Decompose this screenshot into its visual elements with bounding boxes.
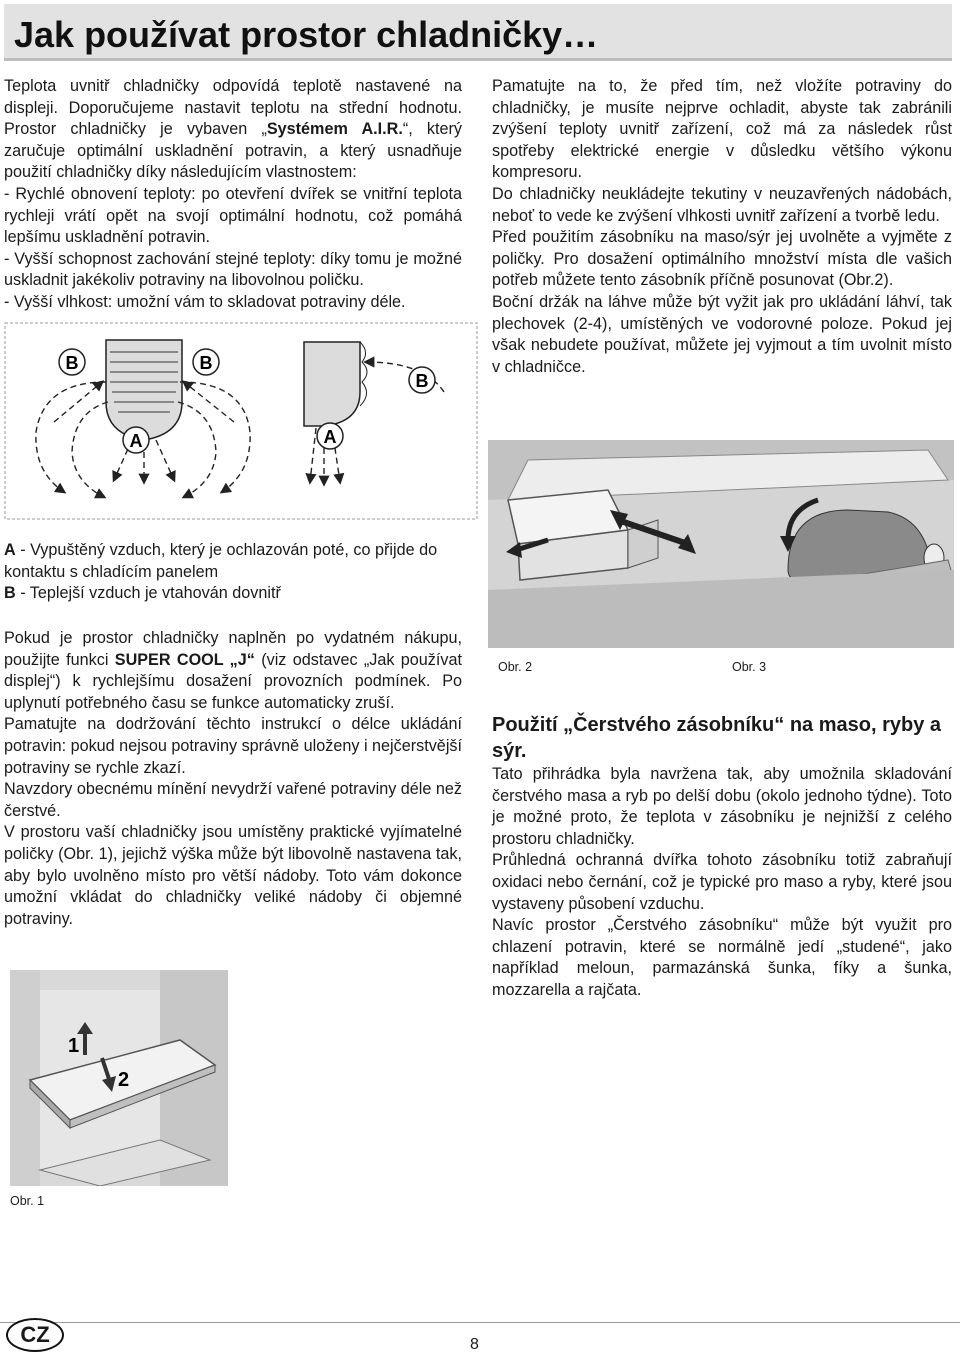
label-b-right bbox=[409, 367, 435, 393]
svg-text:A: A bbox=[129, 431, 143, 451]
cooling-paragraph: Pamatujte na to, že před tím, než vložíte potraviny do chladničky, je musíte nejprve ochladit, abyste tak zabránili zvýšení teploty uvnitř zařízení, což má za následek růst spotřeby elektrické energie v důsledku většího výkonu kompresoru. bbox=[492, 77, 952, 182]
airflow-legend bbox=[4, 540, 462, 605]
left-instructions bbox=[4, 628, 462, 930]
shelves-paragraph: V prostoru vaší chladničky jsou umístěny praktické vyjímatelné poličky (Obr. 1), jejichž výška může být libovolně nastavena tak, aby bylo uvolněno místo pro větší nádoby. Toto vám dokonce umožní vkládat do chladničky veliké nádoby či objemné potraviny. bbox=[4, 823, 462, 928]
language-badge: CZ bbox=[6, 1318, 64, 1352]
airflow-diagram bbox=[4, 322, 480, 522]
fig3-caption: Obr. 3 bbox=[732, 660, 767, 674]
fig1-step1: 1 bbox=[68, 1035, 80, 1057]
meat-box-paragraph: Před použitím zásobníku na maso/sýr jej uvolněte a vyjměte z poličky. Pro dosažení optimálního množství místa dle vašich potřeb můžete tento zásobník příčně posunovat (Obr.2). bbox=[492, 228, 952, 290]
label-b-center bbox=[193, 349, 219, 375]
cooked-food-paragraph: Navzdory obecnému mínění nevydrží vařené potraviny déle než čerstvé. bbox=[4, 780, 462, 820]
legend-a: A - Vypuštěný vzduch, který je ochlazován poté, co přijde do kontaktu s chladícím panelem bbox=[4, 541, 438, 581]
legend-b: B - Teplejší vzduch je vtahován dovnitř bbox=[4, 584, 281, 603]
bullet-humidity: - Vyšší vlhkost: umožní vám to skladovat potraviny déle. bbox=[4, 292, 406, 311]
super-cool-paragraph: Pokud je prostor chladničky naplněn po vydatném nákupu, použijte funkci SUPER COOL „J“ (viz odstavec „Jak používat displej“) k rychlejšímu dosažení provozních podmínek. Po uplynutí potřebného času se funkce automaticky zruší. bbox=[4, 629, 462, 712]
fresh-box-door: Průhledná ochranná dvířka tohoto zásobníku totiž zabraňují oxidaci nebo černání, což je typické pro maso a ryby, které jsou vystaveny působení vzduchu. bbox=[492, 851, 952, 913]
storage-paragraph: Pamatujte na dodržování těchto instrukcí o délce ukládání potravin: pokud nejsou potraviny správně uloženy i nejčerstvější potraviny se rychle zkazí. bbox=[4, 715, 463, 777]
label-a-right bbox=[317, 423, 343, 449]
page-title: Jak používat prostor chladničky… bbox=[14, 14, 599, 55]
footer-rule bbox=[0, 1322, 960, 1323]
fresh-box-section bbox=[492, 712, 952, 1002]
right-intro bbox=[492, 76, 952, 378]
fig1-caption: Obr. 1 bbox=[10, 1194, 45, 1208]
intro-paragraph: Teplota uvnitř chladničky odpovídá teplotě nastavené na displeji. Doporučujeme nastavit teplotu na střední hodnotu. Prostor chladničky je vybaven „Systémem A.I.R.“, který zaručuje optimální uskladnění potravin, a který usnadňuje použití chladničky díky následujícím vlastnostem: bbox=[4, 77, 462, 182]
svg-text:A: A bbox=[323, 427, 337, 447]
label-a-left bbox=[123, 427, 149, 453]
figure-1-shelf bbox=[10, 970, 228, 1186]
fig1-step2: 2 bbox=[118, 1069, 130, 1091]
left-intro bbox=[4, 76, 462, 314]
fresh-box-purpose: Tato přihrádka byla navržena tak, aby umožnila skladování čerstvého masa a ryb po delší dobu (okolo jednoho týdne). Toto je možné proto, že teplota v zásobníku je nejnižší z celého prostoru chladničky. bbox=[492, 765, 952, 848]
svg-text:B: B bbox=[199, 353, 213, 373]
title-bar bbox=[4, 4, 952, 61]
svg-text:B: B bbox=[65, 353, 79, 373]
figures-2-3 bbox=[488, 440, 954, 648]
label-b-left bbox=[59, 349, 85, 375]
fresh-box-heading: Použití „Čerstvého zásobníku“ na maso, ryby a sýr. bbox=[492, 714, 942, 762]
bullet-uniform-temp: - Vyšší schopnost zachování stejné teploty: díky tomu je možné uskladnit jakékoliv potraviny na libovolnou poličku. bbox=[4, 249, 462, 290]
liquids-paragraph: Do chladničky neukládejte tekutiny v neuzavřených nádobách, neboť to vede ke zvýšení vlhkosti uvnitř zařízení a tvorbě ledu. bbox=[492, 184, 952, 225]
bottle-holder-paragraph: Boční držák na láhve může být vyžit jak pro ukládání láhví, tak plechovek (2-4), umístěných ve vodorovné poloze. Pokud jej však nebudete používat, můžete jej vyjmout a tím uvolnit místo v chladničce. bbox=[492, 292, 952, 376]
fig2-caption: Obr. 2 bbox=[498, 660, 533, 674]
page-number: 8 bbox=[470, 1336, 479, 1353]
air-system-name: Systémem A.I.R. bbox=[266, 120, 403, 139]
fresh-box-uses: Navíc prostor „Čerstvého zásobníku“ může být využit pro chlazení potravin, které se normálně jedí „studené“, jako například meloun, parmazánská šunka, fíky a šunka, mozzarella a rajčata. bbox=[492, 916, 952, 999]
super-cool-name: SUPER COOL „J“ bbox=[114, 650, 255, 669]
svg-text:B: B bbox=[415, 371, 429, 391]
fan-unit bbox=[106, 340, 182, 440]
bullet-fast-recovery: - Rychlé obnovení teploty: po otevření dvířek se vnitřní teplota rychleji vrátí opět na svojí optimální hodnotu, což pomáhá lepšímu uskladnění potravin. bbox=[4, 184, 462, 247]
